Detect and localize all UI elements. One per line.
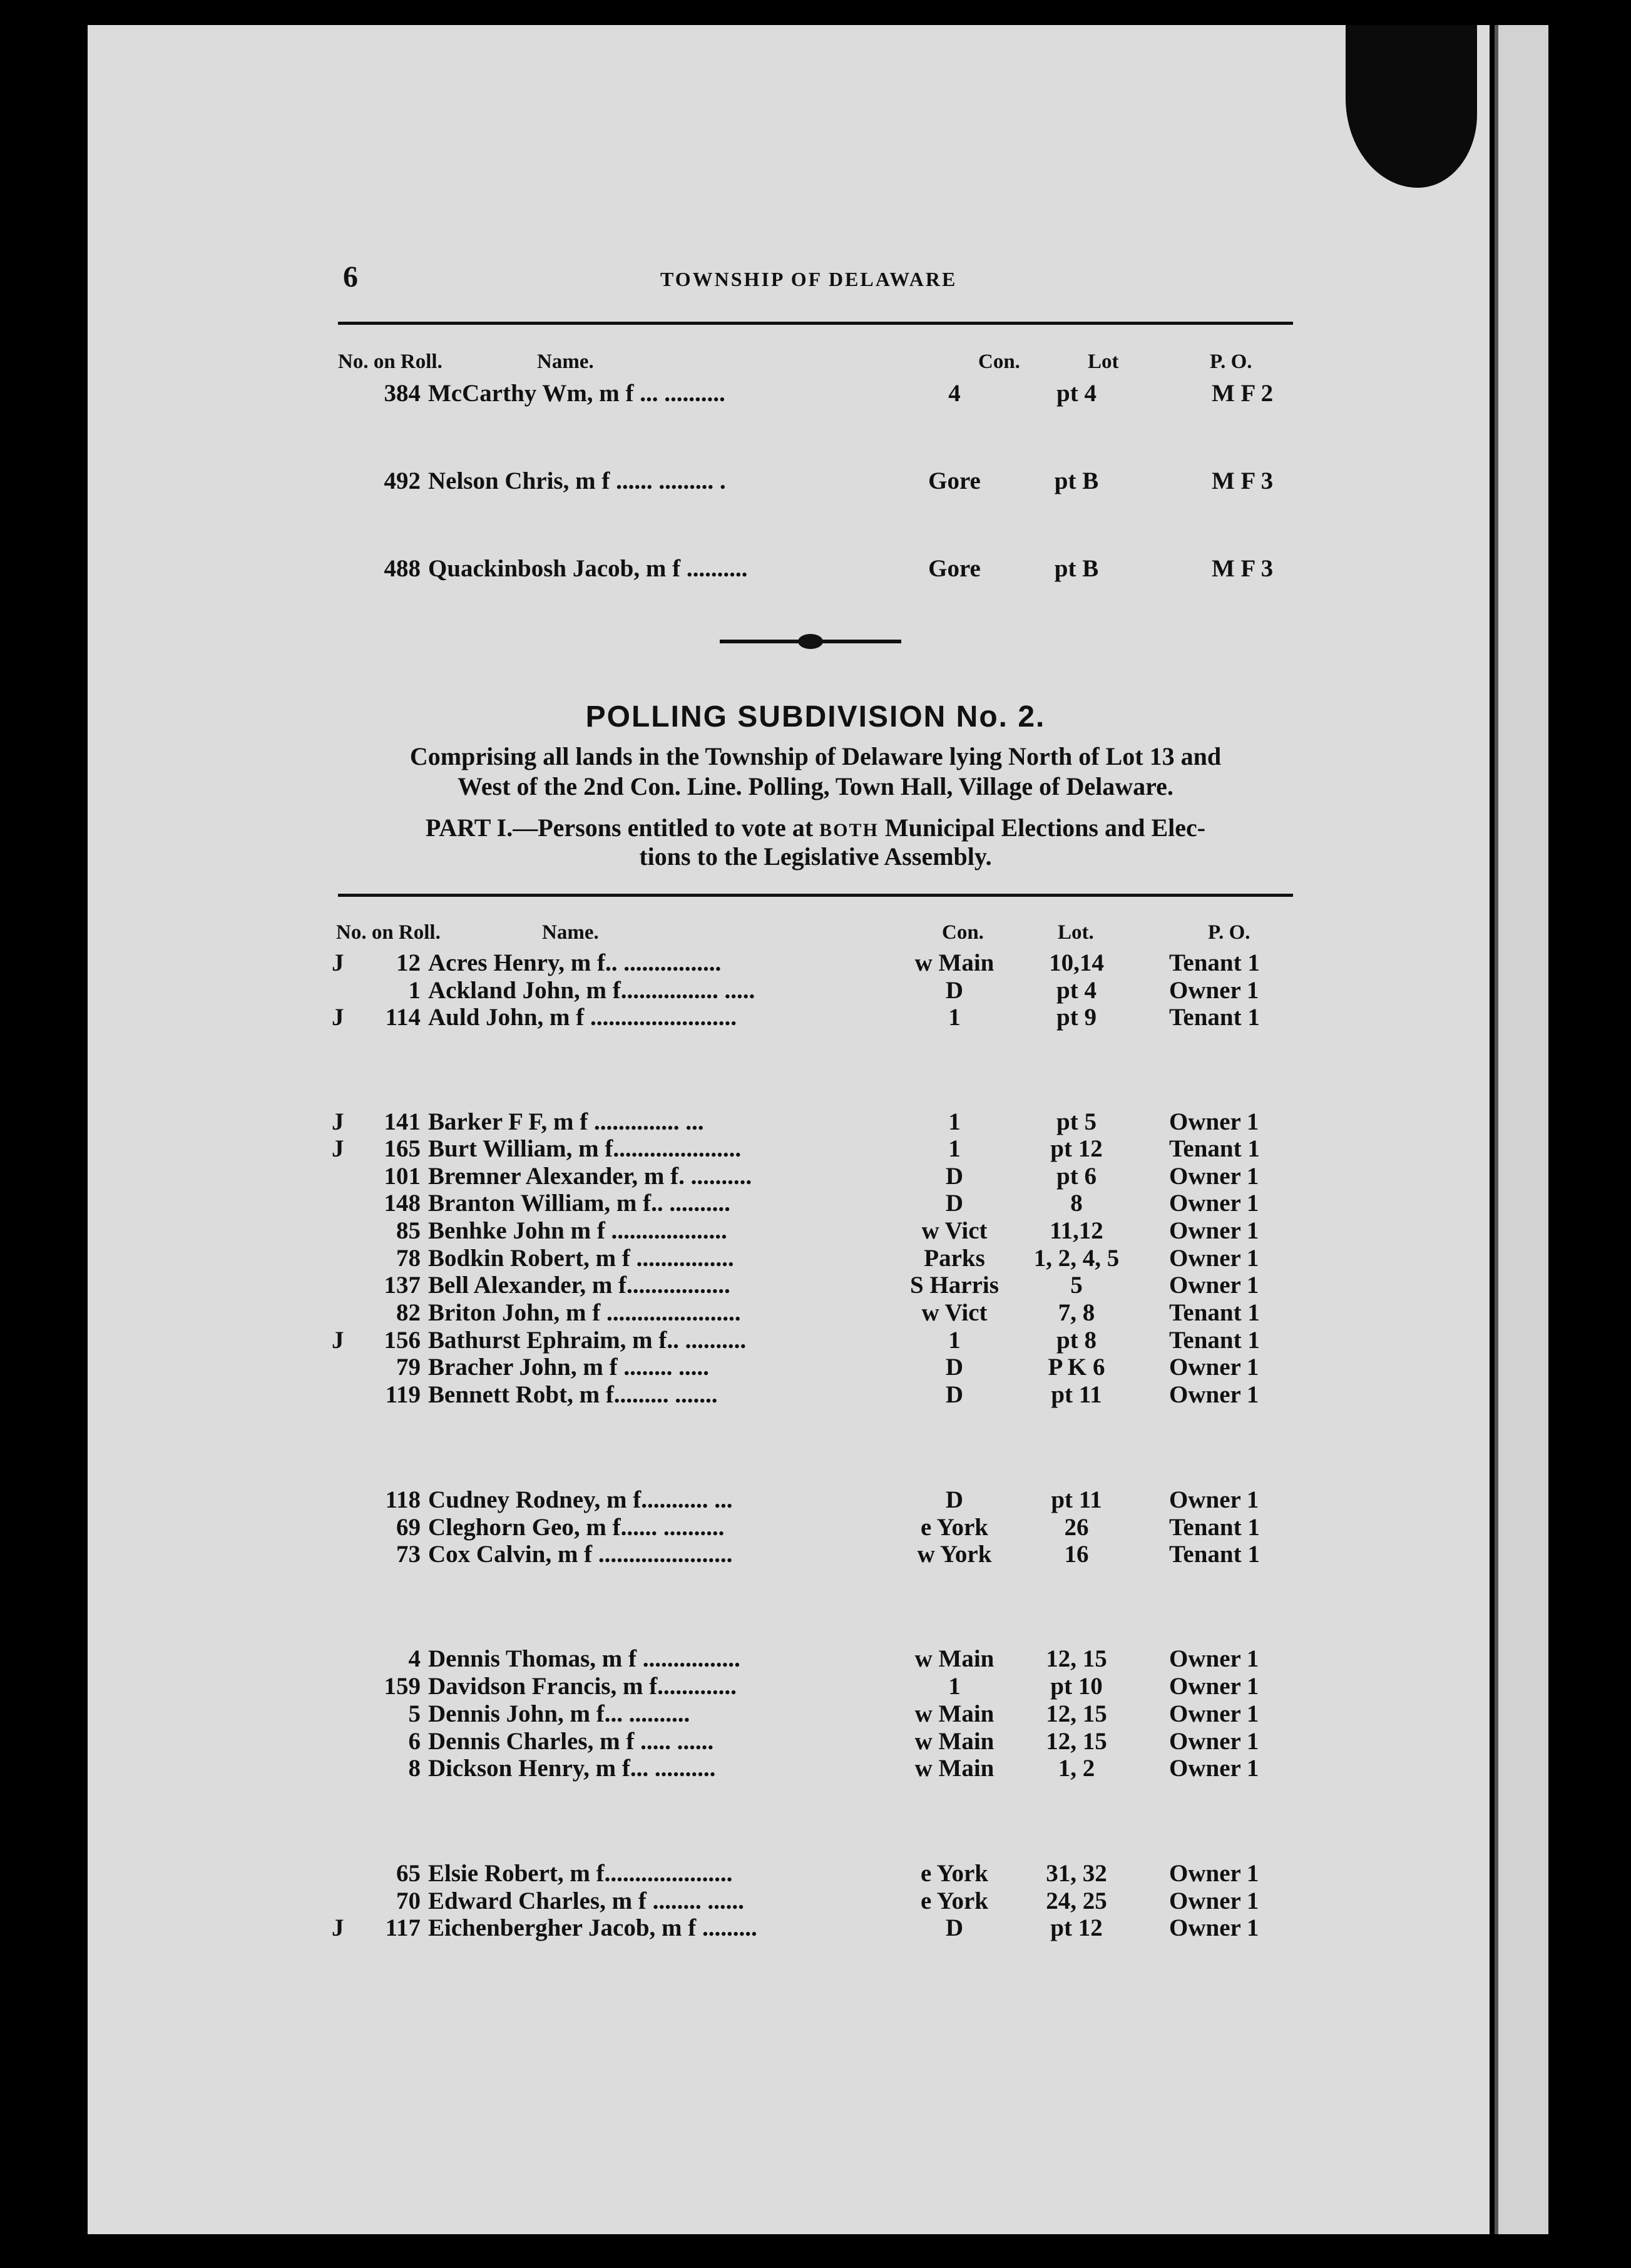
concession: D	[945, 1354, 964, 1381]
post-office: Tenant 1	[1169, 1514, 1260, 1541]
concession: w Main	[914, 1728, 994, 1755]
lot: pt 5	[1056, 1108, 1097, 1135]
post-office: Owner 1	[1169, 1108, 1259, 1135]
post-office: Owner 1	[1169, 1860, 1259, 1887]
part-heading-suffix: Municipal Elections and Elec-	[884, 814, 1206, 842]
section-ornament	[720, 640, 901, 643]
lot: pt 6	[1056, 1163, 1097, 1190]
lot: pt 11	[1051, 1381, 1102, 1408]
voter-name: Bell Alexander, m f.................	[428, 1272, 730, 1299]
roll-number: 148	[384, 1190, 421, 1217]
post-office: Tenant 1	[1169, 1004, 1260, 1031]
juror-mark: J	[332, 1135, 344, 1162]
table-row	[0, 1486, 1631, 1516]
concession: D	[945, 1914, 964, 1941]
table-row	[0, 1754, 1631, 1784]
roll-number: 159	[384, 1673, 421, 1700]
juror-mark: J	[332, 1108, 344, 1135]
voter-name: Cleghorn Geo, m f...... ..........	[428, 1514, 725, 1541]
post-office: Owner 1	[1169, 1645, 1259, 1672]
post-office: Owner 1	[1169, 1755, 1259, 1782]
concession: Gore	[928, 555, 981, 582]
part-heading-both: BOTH	[819, 820, 879, 840]
concession: w York	[917, 1541, 992, 1568]
section-title: POLLING SUBDIVISION No. 2.	[585, 700, 1046, 733]
concession: w Main	[914, 1645, 994, 1672]
post-office: Owner 1	[1169, 1272, 1259, 1299]
post-office: Tenant 1	[1169, 949, 1260, 976]
col-no-on-roll: No. on Roll.	[338, 350, 442, 373]
post-office: M F 2	[1212, 380, 1274, 407]
roll-number: 117	[385, 1914, 421, 1941]
table-row	[0, 1540, 1631, 1570]
juror-mark: J	[332, 1004, 344, 1031]
post-office: Tenant 1	[1169, 1135, 1260, 1162]
voter-name: Dennis John, m f... ..........	[428, 1700, 690, 1727]
roll-number: 141	[384, 1108, 421, 1135]
roll-number: 69	[396, 1514, 421, 1541]
concession: 1	[948, 1673, 961, 1700]
juror-mark: J	[332, 1327, 344, 1354]
voter-name: Dickson Henry, m f... ..........	[428, 1755, 716, 1782]
table-row	[0, 1353, 1631, 1383]
table-row	[0, 1108, 1631, 1138]
table-row	[0, 1326, 1631, 1356]
table-row	[0, 1271, 1631, 1301]
voter-name: Burt William, m f.....................	[428, 1135, 742, 1162]
roll-number: 85	[396, 1217, 421, 1244]
roll-number: 65	[396, 1860, 421, 1887]
col-con: Con.	[942, 921, 984, 944]
col-con: Con.	[978, 350, 1020, 373]
concession: D	[945, 1163, 964, 1190]
voter-name: Bracher John, m f ........ .....	[428, 1354, 709, 1381]
voter-name: Cox Calvin, m f ......................	[428, 1541, 733, 1568]
table-row	[0, 1513, 1631, 1543]
concession: e York	[921, 1887, 988, 1914]
lot: 12, 15	[1046, 1728, 1107, 1755]
voter-name: Dennis Charles, m f ..... ......	[428, 1728, 714, 1755]
concession: D	[945, 1486, 964, 1513]
col-name: Name.	[542, 921, 599, 944]
lot: 1, 2, 4, 5	[1033, 1245, 1120, 1272]
post-office: Owner 1	[1169, 1887, 1259, 1914]
voter-name: Dennis Thomas, m f ................	[428, 1645, 740, 1672]
concession: Gore	[928, 467, 981, 494]
voter-name: Bathurst Ephraim, m f.. ..........	[428, 1327, 747, 1354]
voter-name: Eichenbergher Jacob, m f .........	[428, 1914, 757, 1941]
part-heading-line2: tions to the Legislative Assembly.	[639, 842, 992, 871]
table-rule	[338, 894, 1293, 897]
roll-number: 79	[396, 1354, 421, 1381]
roll-number: 5	[408, 1700, 421, 1727]
post-office: Tenant 1	[1169, 1299, 1260, 1326]
col-lot: Lot	[1088, 350, 1119, 373]
lot: pt 8	[1056, 1327, 1097, 1354]
concession: w Main	[914, 1700, 994, 1727]
roll-number: 82	[396, 1299, 421, 1326]
table-row	[0, 1162, 1631, 1192]
voter-name: Bennett Robt, m f......... .......	[428, 1381, 718, 1408]
voter-name: Elsie Robert, m f.....................	[428, 1860, 733, 1887]
roll-number: 78	[396, 1245, 421, 1272]
roll-number: 156	[384, 1327, 421, 1354]
col-name: Name.	[537, 350, 594, 373]
roll-number: 73	[396, 1541, 421, 1568]
lot: pt 10	[1050, 1673, 1103, 1700]
concession: 1	[948, 1327, 961, 1354]
roll-number: 119	[385, 1381, 421, 1408]
table-row	[0, 379, 1631, 409]
concession: Parks	[924, 1245, 985, 1272]
lot: 8	[1070, 1190, 1083, 1217]
lot: 12, 15	[1046, 1700, 1107, 1727]
lot: pt 11	[1051, 1486, 1102, 1513]
concession: w Vict	[921, 1299, 988, 1326]
lot: pt 4	[1056, 380, 1097, 407]
table-row	[0, 1859, 1631, 1889]
table-row	[0, 467, 1631, 497]
voter-name: Nelson Chris, m f ...... ......... .	[428, 467, 726, 494]
roll-number: 137	[384, 1272, 421, 1299]
col-po: P. O.	[1208, 921, 1250, 944]
lot: 10,14	[1049, 949, 1104, 976]
table-row	[0, 1700, 1631, 1730]
concession: D	[945, 977, 964, 1004]
roll-number: 492	[384, 467, 421, 494]
post-office: Owner 1	[1169, 1700, 1259, 1727]
lot: pt 12	[1050, 1135, 1103, 1162]
page-number: 6	[343, 260, 358, 294]
roll-number: 118	[385, 1486, 421, 1513]
table-row	[0, 1645, 1631, 1675]
voter-name: Acres Henry, m f.. ................	[428, 949, 722, 976]
part-heading-prefix: PART I.—Persons entitled to vote at	[425, 814, 814, 842]
table-row	[0, 1672, 1631, 1702]
roll-number: 4	[408, 1645, 421, 1672]
concession: w Vict	[921, 1217, 988, 1244]
concession: 1	[948, 1135, 961, 1162]
lot: 5	[1070, 1272, 1083, 1299]
juror-mark: J	[332, 949, 344, 976]
lot: pt 9	[1056, 1004, 1097, 1031]
table-row	[0, 1244, 1631, 1274]
lot: pt 4	[1056, 977, 1097, 1004]
lot: 26	[1064, 1514, 1089, 1541]
post-office: Owner 1	[1169, 1245, 1259, 1272]
lot: 7, 8	[1058, 1299, 1095, 1326]
lot: P K 6	[1048, 1354, 1105, 1381]
section-description-line2: West of the 2nd Con. Line. Polling, Town Hall, Village of Delaware.	[458, 772, 1173, 800]
lot: 12, 15	[1046, 1645, 1107, 1672]
juror-mark: J	[332, 1914, 344, 1941]
lot: pt B	[1054, 467, 1099, 494]
concession: 1	[948, 1004, 961, 1031]
roll-number: 12	[396, 949, 421, 976]
concession: D	[945, 1190, 964, 1217]
voter-name: Bodkin Robert, m f ................	[428, 1245, 734, 1272]
col-lot: Lot.	[1058, 921, 1094, 944]
post-office: M F 3	[1212, 555, 1274, 582]
voter-name: Ackland John, m f................ .....	[428, 977, 755, 1004]
concession: e York	[921, 1860, 988, 1887]
concession: S Harris	[910, 1272, 999, 1299]
concession: w Main	[914, 1755, 994, 1782]
table-row	[0, 1887, 1631, 1917]
table-row	[0, 976, 1631, 1006]
post-office: Owner 1	[1169, 1354, 1259, 1381]
roll-number: 488	[384, 555, 421, 582]
col-po: P. O.	[1210, 350, 1252, 373]
roll-number: 101	[384, 1163, 421, 1190]
voter-name: Cudney Rodney, m f........... ...	[428, 1486, 733, 1513]
table-row	[0, 554, 1631, 585]
post-office: Tenant 1	[1169, 1541, 1260, 1568]
voter-name: Briton John, m f ......................	[428, 1299, 741, 1326]
table-row	[0, 1381, 1631, 1411]
roll-number: 384	[384, 380, 421, 407]
concession: 1	[948, 1108, 961, 1135]
post-office: Owner 1	[1169, 1190, 1259, 1217]
lot: 24, 25	[1046, 1887, 1107, 1914]
lot: 11,12	[1050, 1217, 1103, 1244]
voter-name: Auld John, m f ........................	[428, 1004, 737, 1031]
col-no-on-roll: No. on Roll.	[336, 921, 441, 944]
table-row	[0, 949, 1631, 979]
voter-name: Edward Charles, m f ........ ......	[428, 1887, 744, 1914]
lot: pt B	[1054, 555, 1099, 582]
lot: 16	[1064, 1541, 1089, 1568]
post-office: Owner 1	[1169, 1217, 1259, 1244]
table-row	[0, 1003, 1631, 1033]
concession: w Main	[914, 949, 994, 976]
roll-number: 6	[408, 1728, 421, 1755]
post-office: Owner 1	[1169, 1486, 1259, 1513]
running-title: TOWNSHIP OF DELAWARE	[660, 268, 958, 290]
post-office: Owner 1	[1169, 1673, 1259, 1700]
post-office: Owner 1	[1169, 1381, 1259, 1408]
table-row	[0, 1135, 1631, 1165]
voter-name: Benhke John m f ...................	[428, 1217, 727, 1244]
table-row	[0, 1914, 1631, 1944]
voter-name: Quackinbosh Jacob, m f ..........	[428, 555, 748, 582]
roll-number: 165	[384, 1135, 421, 1162]
post-office: M F 3	[1212, 467, 1274, 494]
concession: 4	[948, 380, 961, 407]
post-office: Owner 1	[1169, 1728, 1259, 1755]
concession: D	[945, 1381, 964, 1408]
post-office: Owner 1	[1169, 977, 1259, 1004]
roll-number: 8	[408, 1755, 421, 1782]
voter-name: Bremner Alexander, m f. ..........	[428, 1163, 752, 1190]
roll-number: 1	[408, 977, 421, 1004]
post-office: Owner 1	[1169, 1914, 1259, 1941]
table-row	[0, 1727, 1631, 1757]
voter-name: Branton William, m f.. ..........	[428, 1190, 730, 1217]
lot: 1, 2	[1058, 1755, 1095, 1782]
voter-name: McCarthy Wm, m f ... ..........	[428, 380, 725, 407]
voter-name: Davidson Francis, m f.............	[428, 1673, 737, 1700]
concession: e York	[921, 1514, 988, 1541]
lot: pt 12	[1050, 1914, 1103, 1941]
header-rule	[338, 322, 1293, 325]
roll-number: 114	[385, 1004, 421, 1031]
lot: 31, 32	[1046, 1860, 1107, 1887]
table-row	[0, 1299, 1631, 1329]
table-row	[0, 1189, 1631, 1219]
post-office: Owner 1	[1169, 1163, 1259, 1190]
post-office: Tenant 1	[1169, 1327, 1260, 1354]
voter-name: Barker F F, m f .............. ...	[428, 1108, 704, 1135]
section-description-line1: Comprising all lands in the Township of Delaware lying North of Lot 13 and	[409, 742, 1222, 770]
roll-number: 70	[396, 1887, 421, 1914]
table-row	[0, 1217, 1631, 1247]
